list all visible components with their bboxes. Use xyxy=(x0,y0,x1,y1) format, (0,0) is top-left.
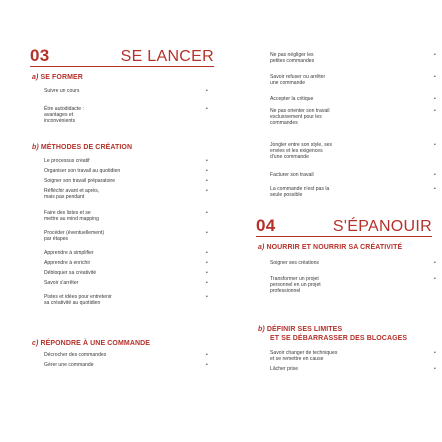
chapter-03-title: SE LANCER xyxy=(120,48,214,65)
toc-entry: Jongler entre son style, ses envies et les exigences d'une commande • xyxy=(270,142,436,160)
toc-entry: Gérer une commande • xyxy=(44,362,208,368)
toc-entry: Soigner ses créations • xyxy=(270,260,436,266)
toc-entry: Transformer un projet personnel en un projet professionnel • xyxy=(270,276,436,294)
toc-entry: Facturer son travail • xyxy=(270,172,436,178)
section-repondre-a-une-commande: c) RÉPONDRE À UNE COMMANDE xyxy=(32,340,151,347)
section-se-former: a) SE FORMER xyxy=(32,74,83,81)
chapter-04-number: 04 xyxy=(256,216,276,235)
section-definir-ses-limites: b) DÉFINIR SES LIMITES xyxy=(258,326,343,333)
chapter-03-number: 03 xyxy=(30,46,50,65)
toc-entry: Procéder (éventuellement) par étapes • xyxy=(44,230,208,242)
chapter-03-rule xyxy=(30,66,214,67)
chapter-04-title: S'ÉPANOUIR xyxy=(332,218,432,235)
chapter-04-header xyxy=(256,216,432,236)
toc-entry: Savoir changer de techniques et se remettre en cause • xyxy=(270,350,436,362)
toc-entry: Apprendre à enrichir • xyxy=(44,260,208,266)
toc-entry: Savoir refuser ou arrêter une commande • xyxy=(270,74,436,86)
chapter-03-header xyxy=(30,46,214,66)
toc-entry: Suivre un cours • xyxy=(44,88,208,94)
toc-entry: Débloquer sa créativité • xyxy=(44,270,208,276)
toc-entry: Savoir s'arrêter • xyxy=(44,280,208,286)
toc-entry: Organiser son travail au quotidien • xyxy=(44,168,208,174)
toc-entry: Accepter la critique • xyxy=(270,96,436,102)
toc-entry: Apprendre à simplifier • xyxy=(44,250,208,256)
toc-entry: Le processus créatif • xyxy=(44,158,208,164)
section-methodes-de-creation: b) MÉTHODES DE CRÉATION xyxy=(32,144,133,151)
chapter-04-rule xyxy=(256,236,432,237)
toc-entry: Ne pas négliger les petites commandes • xyxy=(270,52,436,64)
toc-entry: Être autodidacte : avantages et inconvénients • xyxy=(44,106,208,124)
toc-entry: Réfléchir avant et après, mais pas pendant • xyxy=(44,188,208,200)
section-nourrir-sa-creativite: a) NOURRIR ET NOURRIR SA CRÉATIVITÉ xyxy=(258,244,403,251)
toc-entry: Ne pas orienter son travail exclusivement pour les commandes • xyxy=(270,108,436,126)
toc-entry: Faire des listes et se mettre au mind mapping • xyxy=(44,210,208,222)
section-definir-ses-limites-line2: ET SE DÉBARRASSER DES BLOCAGES xyxy=(270,335,408,342)
toc-entry: Soigner son travail préparatoire • xyxy=(44,178,208,184)
toc-entry: Décrocher des commandes • xyxy=(44,352,208,358)
toc-entry: Pistes et idées pour entretenir sa créativité au quotidien • xyxy=(44,294,208,306)
toc-entry: Lâcher prise • xyxy=(270,366,436,372)
toc-entry: La commande n'est pas la seule possible • xyxy=(270,186,436,198)
